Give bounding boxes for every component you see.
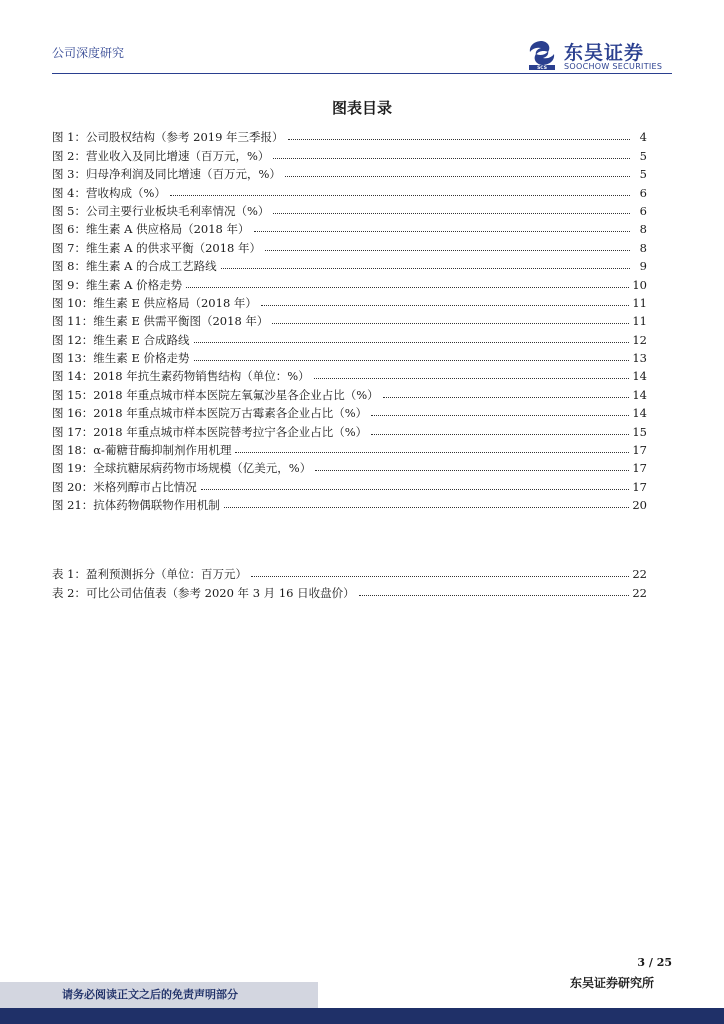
toc-figure-entry-label[interactable]: 图 9：维生素 A 价格走势 <box>52 277 183 292</box>
dot-leader <box>383 396 630 398</box>
toc-table-entry-label[interactable]: 表 2：可比公司估值表（参考 2020 年 3 月 16 日收盘价） <box>52 585 355 600</box>
toc-figure-entry-page[interactable]: 9 <box>639 259 647 274</box>
brand-logo <box>528 40 678 72</box>
footer-disclaimer: 请务必阅读正文之后的免责声明部分 <box>62 988 238 1001</box>
toc-figure-entry-label[interactable]: 图 10：维生素 E 供应格局（2018 年） <box>52 295 257 310</box>
toc-figure-entry[interactable] <box>52 273 647 291</box>
toc-figure-entry-page[interactable]: 20 <box>632 498 647 513</box>
dot-leader <box>273 157 630 159</box>
toc-figure-entry-label[interactable]: 图 8：维生素 A 的合成工艺路线 <box>52 259 217 274</box>
toc-figure-entry-page[interactable]: 6 <box>639 203 647 218</box>
dot-leader <box>371 433 629 435</box>
toc-figure-entry[interactable] <box>52 402 647 420</box>
dot-leader <box>224 506 630 508</box>
footer-organization: 东吴证券研究所 <box>569 976 654 990</box>
toc-figure-entry[interactable] <box>52 255 647 273</box>
dot-leader <box>371 414 629 416</box>
toc-figure-entry-page[interactable]: 5 <box>639 167 647 182</box>
toc-figure-entry-page[interactable]: 10 <box>632 277 647 292</box>
toc-figure-entry-page[interactable]: 14 <box>632 387 647 402</box>
toc-figure-entry-label[interactable]: 图 5：公司主要行业板块毛利率情况（%） <box>52 203 270 218</box>
brand-mark-text: SCS <box>537 66 547 70</box>
dot-leader <box>288 138 630 140</box>
dot-leader <box>273 212 630 214</box>
toc-figure-entry[interactable] <box>52 328 647 346</box>
toc-figure-entry-page[interactable]: 15 <box>632 424 647 439</box>
brand-name-en: SOOCHOW SECURITIES <box>564 62 663 71</box>
dot-leader <box>170 194 630 196</box>
toc-figure-entry[interactable] <box>52 310 647 328</box>
toc-figure-entry-page[interactable]: 13 <box>632 351 647 366</box>
toc-table-entry-label[interactable]: 表 1：盈利预测拆分（单位：百万元） <box>52 567 247 582</box>
dot-leader <box>314 377 630 379</box>
toc-figure-entry[interactable] <box>52 494 647 512</box>
dot-leader <box>235 451 629 453</box>
toc-figure-entry-page[interactable]: 5 <box>639 148 647 163</box>
toc-title: 图表目录 <box>331 99 392 117</box>
toc-figure-entry-label[interactable]: 图 20：米格列醇市占比情况 <box>52 479 197 494</box>
dot-leader <box>359 594 630 596</box>
toc-figure-entry-page[interactable]: 17 <box>632 461 647 476</box>
toc-figure-entry[interactable] <box>52 439 647 457</box>
toc-table-entry[interactable] <box>52 581 647 599</box>
toc-figure-entry-page[interactable]: 17 <box>632 443 647 458</box>
toc-table-entry-page[interactable]: 22 <box>632 585 647 600</box>
toc-figure-entry[interactable] <box>52 181 647 199</box>
brand-mark-icon <box>528 40 556 70</box>
toc-figure-entry[interactable] <box>52 200 647 218</box>
toc-figure-entry-page[interactable]: 8 <box>639 240 647 255</box>
toc-figure-entry-label[interactable]: 图 3：归母净利润及同比增速（百万元，%） <box>52 167 281 182</box>
toc-figure-entry[interactable] <box>52 365 647 383</box>
figure-list <box>52 126 647 512</box>
dot-leader <box>315 469 629 471</box>
toc-figure-entry-label[interactable]: 图 14：2018 年抗生素药物销售结构（单位：%） <box>52 369 310 384</box>
toc-figure-entry[interactable] <box>52 457 647 475</box>
toc-figure-entry[interactable] <box>52 126 647 144</box>
toc-figure-entry-label[interactable]: 图 4：营收构成（%） <box>52 185 166 200</box>
toc-figure-entry-page[interactable]: 11 <box>632 314 647 329</box>
dot-leader <box>261 304 629 306</box>
toc-figure-entry-label[interactable]: 图 19：全球抗糖尿病药物市场规模（亿美元，%） <box>52 461 312 476</box>
brand-name-cn: 东吴证券 <box>564 42 645 64</box>
toc-figure-entry[interactable] <box>52 383 647 401</box>
toc-figure-entry-label[interactable]: 图 12：维生素 E 合成路线 <box>52 332 190 347</box>
toc-figure-entry-page[interactable]: 17 <box>632 479 647 494</box>
toc-figure-entry[interactable] <box>52 292 647 310</box>
toc-figure-entry-page[interactable]: 11 <box>632 295 647 310</box>
report-type-label: 公司深度研究 <box>52 46 125 60</box>
toc-figure-entry-page[interactable]: 14 <box>632 406 647 421</box>
toc-figure-entry-label[interactable]: 图 2：营业收入及同比增速（百万元，%） <box>52 148 270 163</box>
toc-figure-entry-label[interactable]: 图 16：2018 年重点城市样本医院万古霉素各企业占比（%） <box>52 406 368 421</box>
toc-figure-entry-label[interactable]: 图 6：维生素 A 供应格局（2018 年） <box>52 222 250 237</box>
dot-leader <box>251 575 629 577</box>
toc-figure-entry[interactable] <box>52 218 647 236</box>
toc-table-entry-page[interactable]: 22 <box>632 567 647 582</box>
toc-figure-entry-page[interactable]: 8 <box>639 222 647 237</box>
footer-dark-band <box>0 1008 724 1024</box>
toc-figure-entry[interactable] <box>52 347 647 365</box>
dot-leader <box>194 341 630 343</box>
toc-figure-entry[interactable] <box>52 163 647 181</box>
page-number: 3 / 25 <box>637 956 672 969</box>
dot-leader <box>265 249 630 251</box>
toc-figure-entry[interactable] <box>52 420 647 438</box>
dot-leader <box>194 359 630 361</box>
toc-figure-entry[interactable] <box>52 144 647 162</box>
table-list <box>52 563 647 600</box>
toc-figure-entry-label[interactable]: 图 18：α-葡糖苷酶抑制剂作用机理 <box>52 443 232 458</box>
dot-leader <box>221 267 630 269</box>
toc-figure-entry[interactable] <box>52 475 647 493</box>
toc-figure-entry[interactable] <box>52 236 647 254</box>
dot-leader <box>186 286 629 288</box>
toc-table-entry[interactable] <box>52 563 647 581</box>
dot-leader <box>254 230 630 232</box>
dot-leader <box>272 322 629 324</box>
toc-figure-entry-label[interactable]: 图 7：维生素 A 的供求平衡（2018 年） <box>52 240 262 255</box>
toc-figure-entry-label[interactable]: 图 1：公司股权结构（参考 2019 年三季报） <box>52 130 284 145</box>
dot-leader <box>201 488 630 490</box>
toc-figure-entry-page[interactable]: 14 <box>632 369 647 384</box>
dot-leader <box>285 175 630 177</box>
toc-figure-entry-label[interactable]: 图 21：抗体药物偶联物作用机制 <box>52 498 220 513</box>
toc-figure-entry-page[interactable]: 4 <box>639 130 647 145</box>
toc-figure-entry-label[interactable]: 图 11：维生素 E 供需平衡图（2018 年） <box>52 314 269 329</box>
toc-figure-entry-label[interactable]: 图 13：维生素 E 价格走势 <box>52 351 190 366</box>
toc-figure-entry-page[interactable]: 12 <box>632 332 647 347</box>
toc-figure-entry-label[interactable]: 图 17：2018 年重点城市样本医院替考拉宁各企业占比（%） <box>52 424 368 439</box>
header-divider <box>52 73 672 74</box>
toc-figure-entry-page[interactable]: 6 <box>639 185 647 200</box>
toc-figure-entry-label[interactable]: 图 15：2018 年重点城市样本医院左氧氟沙星各企业占比（%） <box>52 387 379 402</box>
